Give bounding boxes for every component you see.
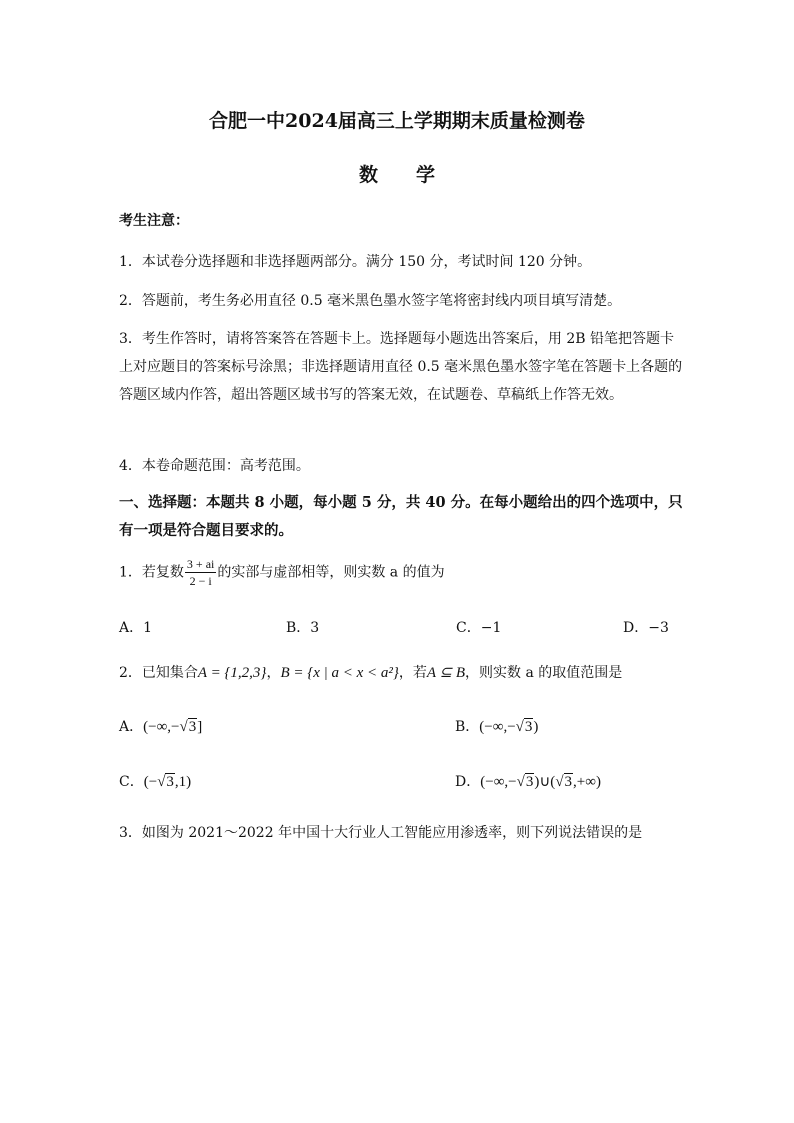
q2-suffix: ，则实数 a 的取值范围是	[465, 665, 623, 681]
q2-b-label: B．	[455, 719, 480, 735]
q1-suffix: 的实部与虚部相等，则实数 a 的值为	[217, 564, 445, 581]
question-1	[119, 556, 445, 589]
q2-a-radicand: 3	[188, 719, 197, 735]
q2-d-post: ,+∞)	[573, 774, 601, 790]
question-3: 3．如图为 2021～2022 年中国十大行业人工智能应用渗透率，则下列说法错误的是	[119, 825, 643, 841]
sqrt-icon: √	[516, 774, 525, 790]
q1-prefix: 1．若复数	[119, 564, 184, 581]
q2-condition: A ⊆ B	[426, 665, 466, 681]
q1-option-c: C．−1	[456, 620, 502, 636]
notice-heading: 考生注意：	[119, 213, 189, 229]
q2-c-post: ,1)	[174, 774, 192, 790]
q1-frac-den: 2 − i	[189, 574, 212, 588]
sqrt-icon: √	[157, 774, 166, 790]
subject-title: 数学	[358, 164, 473, 186]
q2-option-b	[455, 716, 538, 736]
q2-prefix: 2．已知集合	[119, 665, 198, 681]
q2-b-pre: (−∞,−	[479, 719, 516, 735]
question-2	[119, 662, 622, 682]
q2-set-a: A = {1,2,3}	[197, 665, 267, 681]
section-heading: 一、选择题：本题共 8 小题，每小题 5 分，共 40 分。在每小题给出的四个选项中，只有一项是符合题目要求的。	[119, 494, 683, 539]
q1-frac-num: 3 + ai	[186, 557, 215, 571]
notice-item-4: 4．本卷命题范围：高考范围。	[119, 458, 310, 474]
q2-middle: ，若	[398, 665, 427, 681]
q2-d-radicand: 3	[525, 774, 534, 790]
q2-d-mid: )∪(	[534, 774, 556, 790]
q2-d-pre: (−∞,−	[480, 774, 517, 790]
notice-item-1: 1．本试卷分选择题和非选择题两部分。满分 150 分，考试时间 120 分钟。	[119, 254, 592, 270]
page-title: 合肥一中2024届高三上学期期末质量检测卷	[209, 110, 585, 132]
q2-a-label: A．	[119, 719, 144, 735]
q2-c-label: C．	[119, 774, 144, 790]
q1-option-b: B．3	[286, 620, 320, 636]
q2-a-pre: (−∞,−	[143, 719, 180, 735]
q2-option-a	[119, 716, 202, 736]
q2-a-post: ]	[197, 719, 203, 735]
q2-b-post: )	[533, 719, 539, 735]
q2-sep: ，	[266, 665, 281, 681]
sqrt-icon: √	[555, 774, 564, 790]
q1-fraction	[185, 556, 216, 589]
q2-d-label: D．	[455, 774, 481, 790]
q2-c-pre: (−	[143, 774, 158, 790]
q1-option-a: A．1	[119, 620, 153, 636]
notice-item-2: 2．答题前，考生务必用直径 0.5 毫米黑色墨水签字笔将密封线内项目填写清楚。	[119, 293, 622, 309]
q2-b-radicand: 3	[524, 719, 533, 735]
q2-set-b: B = {x | a < x < a²}	[280, 665, 399, 681]
q2-d-radicand-2: 3	[564, 774, 573, 790]
q2-c-radicand: 3	[166, 774, 174, 790]
sqrt-icon: √	[515, 719, 524, 735]
q2-option-d	[455, 771, 601, 791]
notice-item-3: 3．考生作答时，请将答案答在答题卡上。选择题每小题选出答案后，用 2B 铅笔把答题卡上对应题目的答案标号涂黑；非选择题请用直径 0.5 毫米黑色墨水签字笔在答题卡上各题的答题区域内作答，超出答题区域书写的答案无效，在试题卷、草稿纸上作答无效。	[119, 331, 683, 403]
q2-option-c	[119, 771, 191, 791]
sqrt-icon: √	[179, 719, 188, 735]
q1-option-d: D．−3	[623, 620, 669, 636]
